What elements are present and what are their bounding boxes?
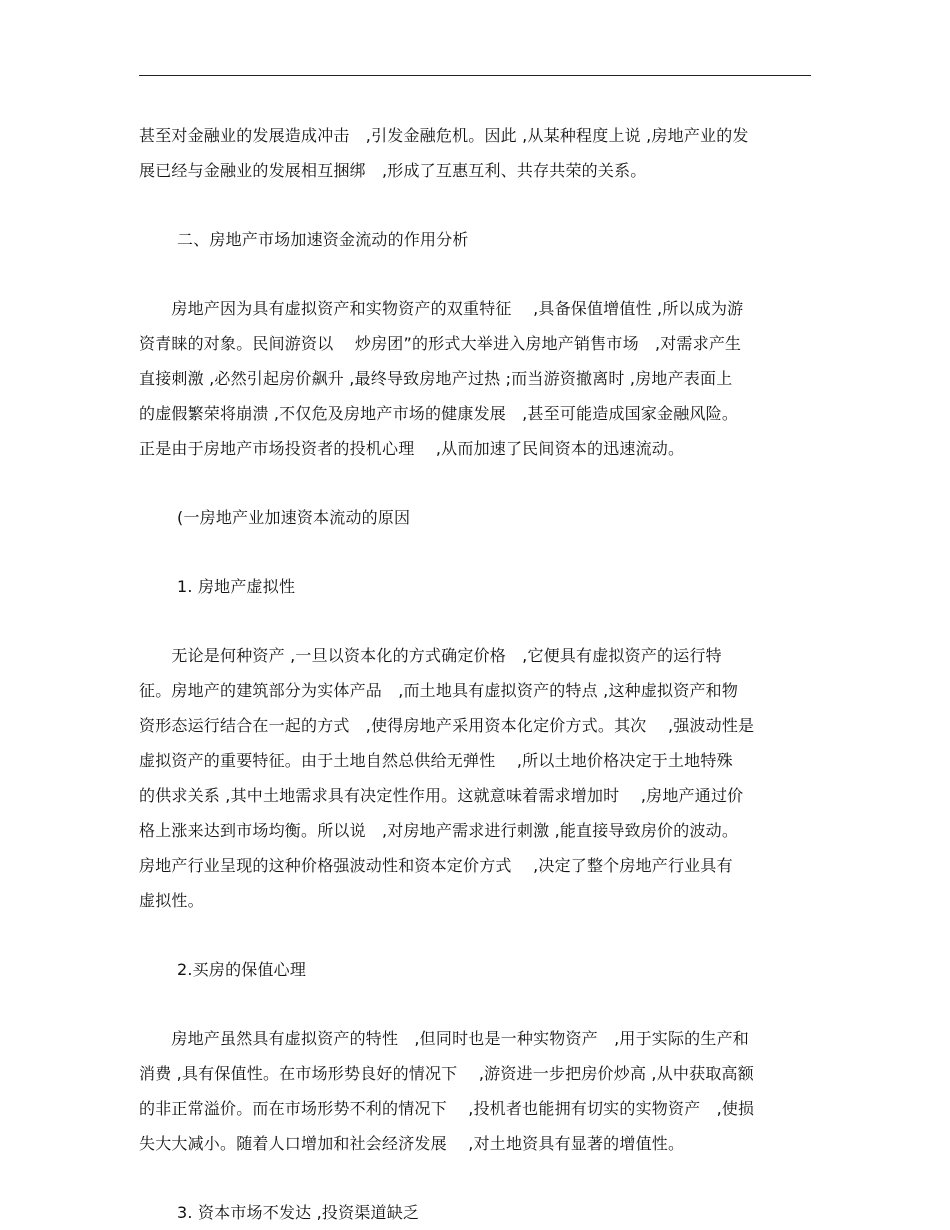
- paragraph-line: 资形态运行结合在一起的方式 ,使得房地产采用资本化定价方式。其次 ,强波动性是: [139, 716, 755, 735]
- paragraph-line: 正是由于房地产市场投资者的投机心理 ,从而加速了民间资本的迅速流动。: [139, 439, 685, 458]
- paragraph-line: 无论是何种资产 ,一旦以资本化的方式确定价格 ,它便具有虚拟资产的运行特: [139, 646, 722, 665]
- header-rule: [139, 75, 811, 76]
- paragraph-line: 甚至对金融业的发展造成冲击 ,引发金融危机。因此 ,从某种程度上说 ,房地产业的发: [139, 126, 749, 145]
- paragraph-line: 虚拟资产的重要特征。由于土地自然总供给无弹性 ,所以土地价格决定于土地特殊: [139, 751, 733, 770]
- paragraph-line: 格上涨来达到市场均衡。所以说 ,对房地产需求进行刺激 ,能直接导致房价的波动。: [139, 821, 739, 840]
- paragraph-line: 直接刺激 ,必然引起房价飙升 ,最终导致房地产过热 ;而当游资撤离时 ,房地产表面上: [139, 369, 733, 388]
- paragraph-line: 房地产行业呈现的这种价格强波动性和资本定价方式 ,决定了整个房地产行业具有: [139, 856, 733, 875]
- subsection-heading: (一房地产业加速资本流动的原因: [177, 508, 411, 527]
- paragraph-line: 的虚假繁荣将崩溃 ,不仅危及房地产市场的健康发展 ,甚至可能造成国家金融风险。: [139, 404, 739, 423]
- paragraph-line: 虚拟性。: [139, 891, 204, 910]
- paragraph-line: 征。房地产的建筑部分为实体产品 ,而土地具有虚拟资产的特点 ,这种虚拟资产和物: [139, 681, 739, 700]
- paragraph-line: 的非正常溢价。而在市场形势不利的情况下 ,投机者也能拥有切实的实物资产 ,使损: [139, 1099, 755, 1118]
- paragraph-line: 房地产因为具有虚拟资产和实物资产的双重特征 ,具备保值增值性 ,所以成为游: [139, 299, 744, 318]
- paragraph-line: 展已经与金融业的发展相互捆绑 ,形成了互惠互利、共存共荣的关系。: [139, 161, 647, 180]
- paragraph-line: 房地产虽然具有虚拟资产的特性 ,但同时也是一种实物资产 ,用于实际的生产和: [139, 1029, 749, 1048]
- subsection-heading: 3. 资本市场不发达 ,投资渠道缺乏: [177, 1203, 420, 1222]
- document-body: [139, 118, 807, 1230]
- paragraph-line: 的供求关系 ,其中土地需求具有决定性作用。这就意味着需求增加时 ,房地产通过价: [139, 786, 744, 805]
- subsection-heading: 2.买房的保值心理: [177, 960, 307, 979]
- paragraph-line: 消费 ,具有保值性。在市场形势良好的情况下 ,游资进一步把房价炒高 ,从中获取高额: [139, 1064, 754, 1083]
- paragraph-line: 资青睐的对象。民间游资以 炒房团”的形式大举进入房地产销售市场 ,对需求产生: [139, 334, 742, 353]
- paragraph-line: 失大大减小。随着人口增加和社会经济发展 ,对土地资具有显著的增值性。: [139, 1134, 685, 1153]
- section-heading: 二、房地产市场加速资金流动的作用分析: [177, 230, 469, 249]
- subsection-heading: 1. 房地产虚拟性: [177, 577, 296, 596]
